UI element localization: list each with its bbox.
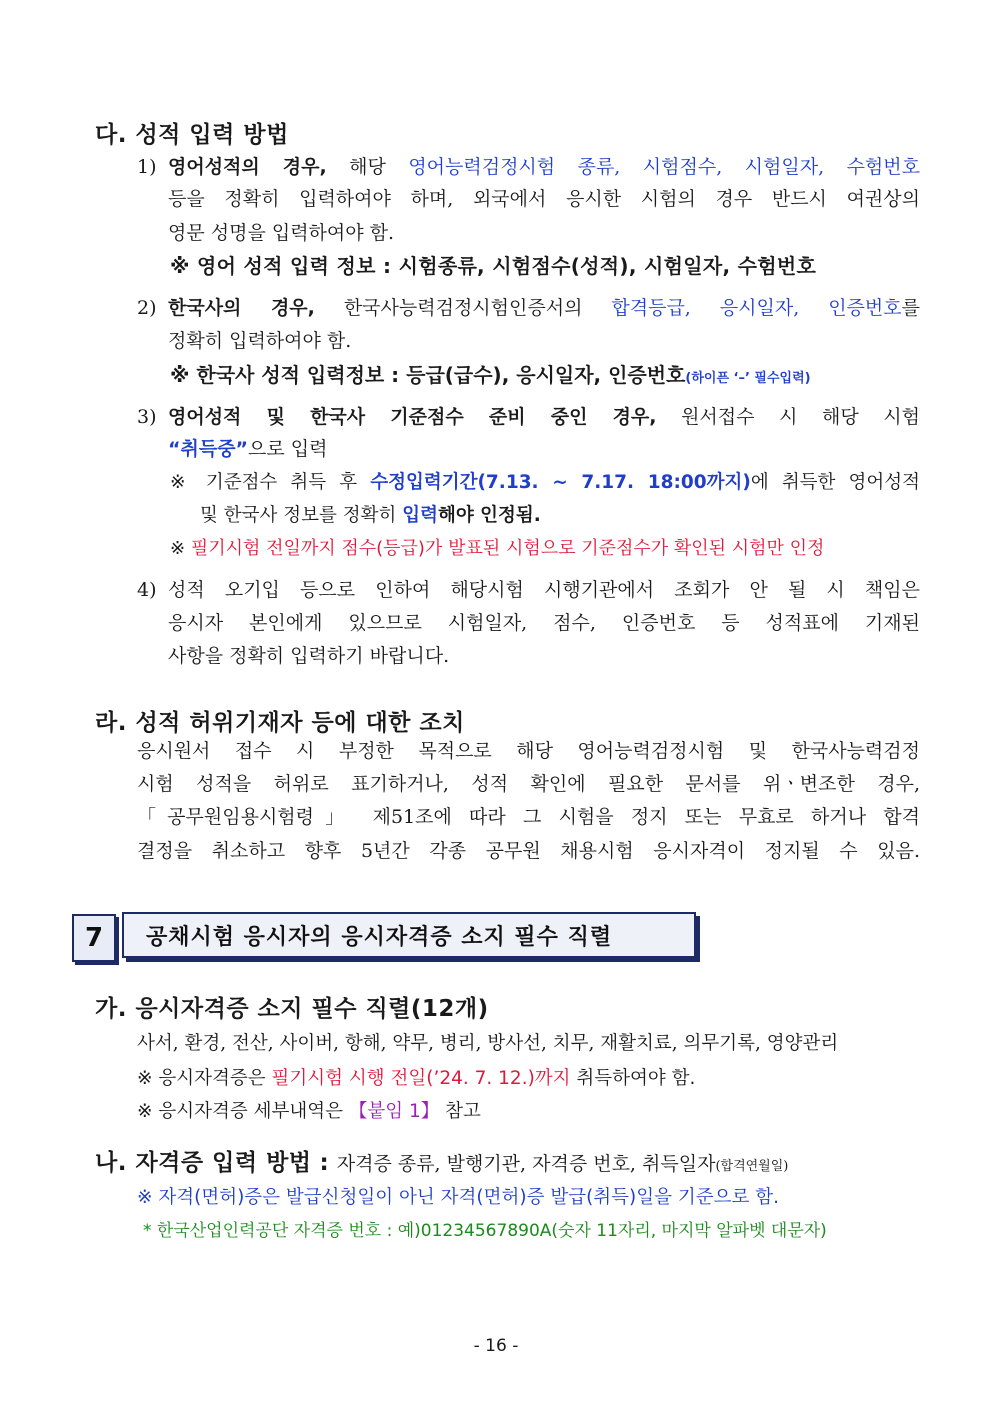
item3-line2 xyxy=(168,436,328,462)
measures-line4: 결정을 취소하고 향후 5년간 각종 공무원 채용시험 응시자격이 정지될 수 있음. xyxy=(137,840,920,862)
item2-end: 를 xyxy=(901,297,920,319)
item1-note: ※ 영어 성적 입력 정보 : 시험종류, 시험점수(성적), 시험일자, 수험번호 xyxy=(170,254,817,278)
detail-note-b: 참고 xyxy=(439,1101,481,1122)
item3-line2-text: 으로 입력 xyxy=(248,438,328,460)
item3-note1-b: 에 취득한 영어성적 xyxy=(750,472,921,493)
item1-line1 xyxy=(168,154,920,180)
page-number: - 16 - xyxy=(473,1336,519,1356)
item3-note1-period: 수정입력기간(7.13. ~ 7.17. 18:00까지) xyxy=(370,472,751,493)
section-number-box: 7 xyxy=(72,914,116,962)
item-number-4: 4) xyxy=(137,579,157,601)
measures-line2: 시험 성적을 허위로 표기하거나, 성적 확인에 필요한 문서를 위ㆍ변조한 경우, xyxy=(137,773,920,795)
item3-note2 xyxy=(200,503,541,529)
detail-note-a: ※ 응시자격증 세부내역은 xyxy=(137,1101,349,1122)
item3-note3 xyxy=(170,536,824,562)
item3-note1 xyxy=(170,470,920,496)
item3-text: 원서접수 시 해당 시험 xyxy=(656,406,920,428)
item2-bold: 한국사의 경우, xyxy=(168,297,315,319)
license-input-fields: 자격증 종류, 발행기관, 자격증 번호, 취득일자 xyxy=(336,1153,716,1175)
heading-license-input: 나. 자격증 입력 방법 xyxy=(95,1150,312,1176)
item3-note2-input: 입력 xyxy=(402,505,438,526)
deadline-note-a: ※ 응시자격증은 xyxy=(137,1068,272,1089)
measures-line3: 「공무원임용시험령」 제51조에 따라 그 시험을 정지 또는 무효로 하거나 합격 xyxy=(137,806,920,828)
item2-text: 한국사능력검정시험인증서의 xyxy=(314,297,612,319)
item-number-3: 3) xyxy=(137,406,157,428)
item3-bold: 영어성적 및 한국사 기준점수 준비 중인 경우, xyxy=(168,406,657,428)
license-input-method xyxy=(95,1148,788,1182)
item2-note xyxy=(170,362,811,392)
section-title-box: 공채시험 응시자의 응시자격증 소지 필수 직렬 xyxy=(122,912,696,958)
hrdk-license-number-note: * 한국산업인력공단 자격증 번호 : 예)01234567890A(숫자 11자리, 마지막 알파벳 대문자) xyxy=(143,1221,827,1241)
heading-colon: : xyxy=(311,1150,337,1176)
license-deadline-note xyxy=(137,1066,695,1092)
item-number-1: 1) xyxy=(137,156,157,178)
item4-line2: 응시자 본인에게 있으므로 시험일자, 점수, 인증번호 등 성적표에 기재된 xyxy=(168,612,920,634)
deadline-note-b: 취득하여야 함. xyxy=(570,1068,696,1089)
item3-note2-a: 및 한국사 정보를 정확히 xyxy=(200,505,403,526)
item3-note2-b: 해야 인정됨. xyxy=(437,505,541,526)
required-series-list: 사서, 환경, 전산, 사이버, 항해, 약무, 병리, 방사선, 치무, 재활치료, 의무기록, 영양관리 xyxy=(137,1033,839,1054)
heading-score-input-method: 다. 성적 입력 방법 xyxy=(95,122,289,148)
heading-required-series: 가. 응시자격증 소지 필수 직렬(12개) xyxy=(95,996,489,1022)
item2-line1 xyxy=(168,295,920,321)
item2-note-hyphen: (하이픈 ‘–’ 필수입력) xyxy=(685,371,811,386)
item3-note3-mark: ※ xyxy=(170,538,191,559)
license-input-small: (합격연월일) xyxy=(715,1159,789,1174)
item-number-2: 2) xyxy=(137,297,157,319)
measures-line1: 응시원서 접수 시 부정한 목적으로 해당 영어능력검정시험 및 한국사능력검정 xyxy=(137,740,920,762)
attachment-1-ref: 【붙임 1】 xyxy=(348,1101,440,1122)
item1-line3: 영문 성명을 입력하여야 함. xyxy=(168,222,395,244)
item2-blue: 합격등급, 응시일자, 인증번호 xyxy=(611,297,902,319)
item4-line1: 성적 오기입 등으로 인하여 해당시험 시행기관에서 조회가 안 될 시 책임은 xyxy=(168,579,920,601)
item2-line2: 정확히 입력하여야 함. xyxy=(168,330,352,352)
license-issue-date-note: ※ 자격(면허)증은 발급신청일이 아닌 자격(면허)증 발급(취득)일을 기준으로 함. xyxy=(137,1187,779,1208)
item3-line1 xyxy=(168,404,920,430)
item4-line3: 사항을 정확히 입력하기 바랍니다. xyxy=(168,645,450,667)
item3-note3-red: 필기시험 전일까지 점수(등급)가 발표된 시험으로 기준점수가 확인된 시험만 인정 xyxy=(190,538,825,559)
item1-line2: 등을 정확히 입력하여야 하며, 외국에서 응시한 시험의 경우 반드시 여권상의 xyxy=(168,188,920,210)
deadline-note-red: 필기시험 시행 전일(’24. 7. 12.)까지 xyxy=(271,1068,571,1089)
item1-blue: 영어능력검정시험 종류, 시험점수, 시험일자, 수험번호 xyxy=(408,156,920,178)
heading-false-score-measures: 라. 성적 허위기재자 등에 대한 조치 xyxy=(95,710,465,736)
license-detail-note xyxy=(137,1099,481,1125)
item1-text: 해당 xyxy=(326,156,409,178)
item3-acquiring: “취득중” xyxy=(168,438,249,460)
item2-note-main: ※ 한국사 성적 입력정보 : 등급(급수), 응시일자, 인증번호 xyxy=(170,363,686,387)
item1-bold: 영어성적의 경우, xyxy=(168,156,327,178)
item3-note1-a: ※ 기준점수 취득 후 xyxy=(170,472,371,493)
